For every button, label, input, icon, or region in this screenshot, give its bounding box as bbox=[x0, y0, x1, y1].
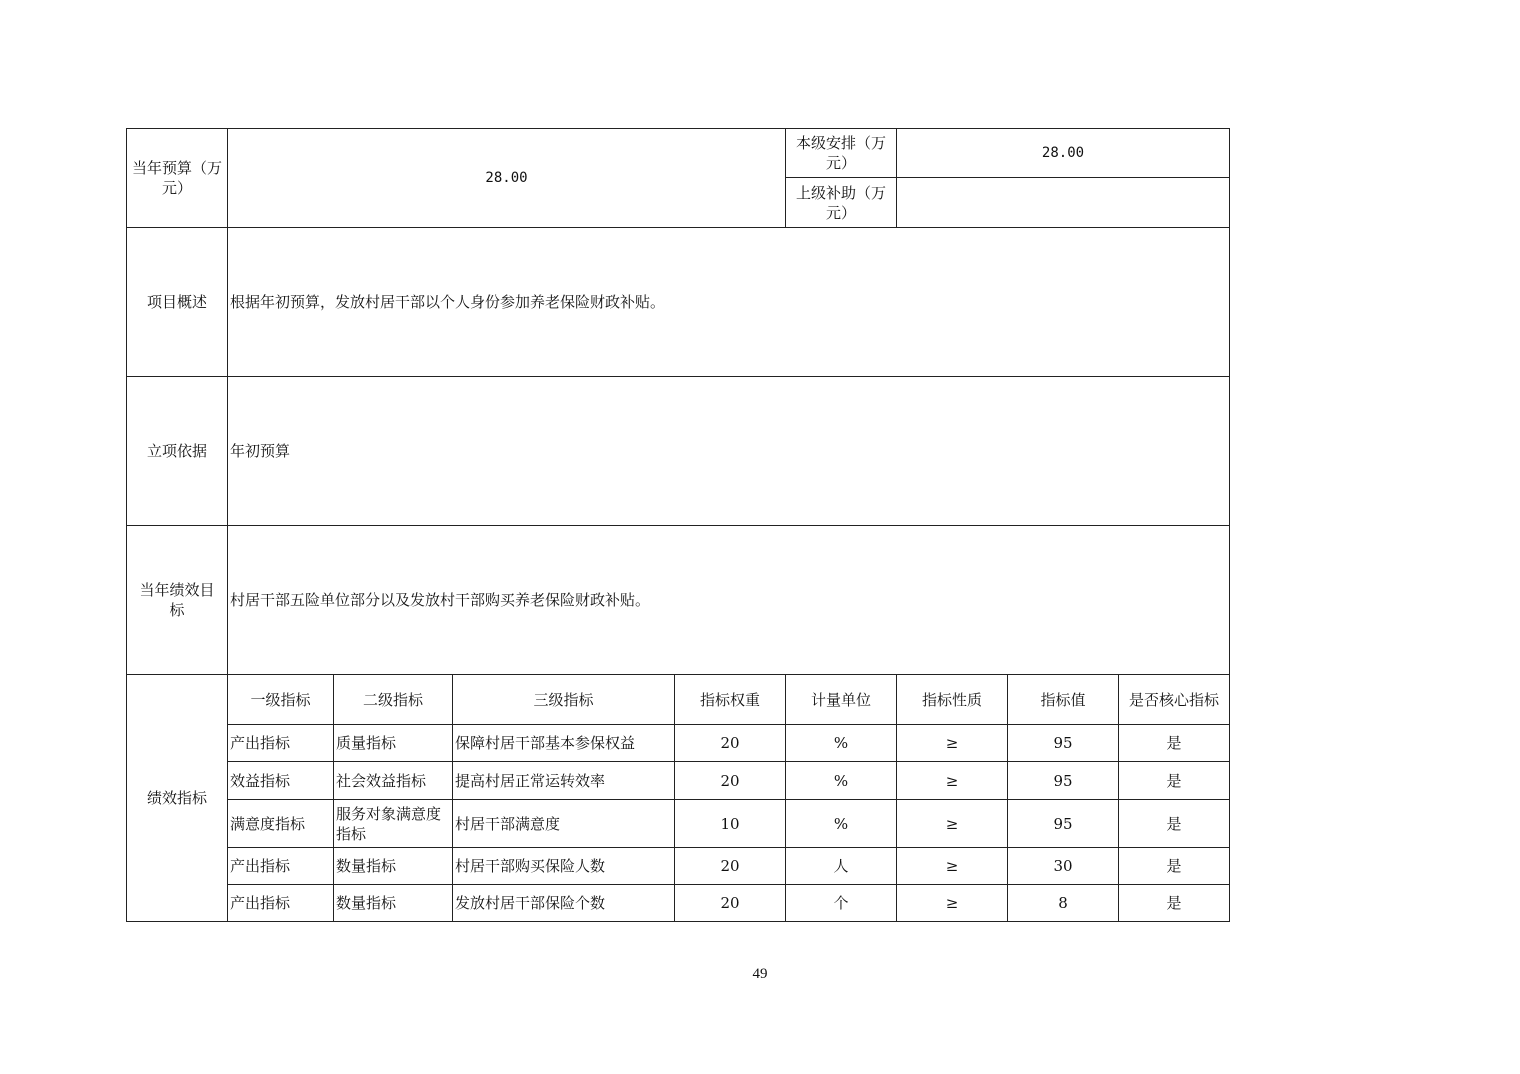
row1-level1: 产出指标 bbox=[228, 725, 334, 762]
header-core: 是否核心指标 bbox=[1119, 675, 1230, 725]
header-weight: 指标权重 bbox=[675, 675, 786, 725]
row1-level2: 质量指标 bbox=[334, 725, 453, 762]
row5-level2: 数量指标 bbox=[334, 885, 453, 922]
row1-unit: % bbox=[786, 725, 897, 762]
row3-level3: 村居干部满意度 bbox=[453, 800, 675, 848]
row2-level3: 提高村居正常运转效率 bbox=[453, 762, 675, 800]
row1-core: 是 bbox=[1119, 725, 1230, 762]
row3-core: 是 bbox=[1119, 800, 1230, 848]
budget-label: 当年预算（万元） bbox=[127, 129, 228, 228]
row4-core: 是 bbox=[1119, 848, 1230, 885]
page-number: 49 bbox=[752, 966, 768, 982]
row1-level3: 保障村居干部基本参保权益 bbox=[453, 725, 675, 762]
row5-level1: 产出指标 bbox=[228, 885, 334, 922]
header-value: 指标值 bbox=[1008, 675, 1119, 725]
row4-level3: 村居干部购买保险人数 bbox=[453, 848, 675, 885]
row2-level1: 效益指标 bbox=[228, 762, 334, 800]
row5-weight: 20 bbox=[675, 885, 786, 922]
row2-value: 95 bbox=[1008, 762, 1119, 800]
indicators-label: 绩效指标 bbox=[127, 675, 228, 922]
row1-value: 95 bbox=[1008, 725, 1119, 762]
local-arrangement-value: 28.00 bbox=[897, 129, 1230, 178]
row2-nature: ≥ bbox=[897, 762, 1008, 800]
upper-subsidy-label: 上级补助（万元） bbox=[786, 178, 897, 228]
row4-unit: 人 bbox=[786, 848, 897, 885]
row2-unit: % bbox=[786, 762, 897, 800]
basis-text: 年初预算 bbox=[228, 377, 1230, 526]
row1-weight: 20 bbox=[675, 725, 786, 762]
goal-label: 当年绩效目标 bbox=[127, 526, 228, 675]
row4-weight: 20 bbox=[675, 848, 786, 885]
row3-value: 95 bbox=[1008, 800, 1119, 848]
row2-weight: 20 bbox=[675, 762, 786, 800]
row2-core: 是 bbox=[1119, 762, 1230, 800]
row5-core: 是 bbox=[1119, 885, 1230, 922]
row3-unit: % bbox=[786, 800, 897, 848]
local-arrangement-label: 本级安排（万元） bbox=[786, 129, 897, 178]
row4-level2: 数量指标 bbox=[334, 848, 453, 885]
row4-level1: 产出指标 bbox=[228, 848, 334, 885]
header-level3: 三级指标 bbox=[453, 675, 675, 725]
table-row bbox=[127, 800, 1230, 848]
row2-level2: 社会效益指标 bbox=[334, 762, 453, 800]
table-row bbox=[127, 885, 1230, 922]
row3-level1: 满意度指标 bbox=[228, 800, 334, 848]
budget-value: 28.00 bbox=[228, 129, 786, 228]
budget-performance-table bbox=[126, 128, 1230, 922]
row5-nature: ≥ bbox=[897, 885, 1008, 922]
basis-label: 立项依据 bbox=[127, 377, 228, 526]
row3-level2: 服务对象满意度指标 bbox=[334, 800, 453, 848]
row5-value: 8 bbox=[1008, 885, 1119, 922]
row4-value: 30 bbox=[1008, 848, 1119, 885]
table-row bbox=[127, 762, 1230, 800]
row4-nature: ≥ bbox=[897, 848, 1008, 885]
row3-weight: 10 bbox=[675, 800, 786, 848]
row5-level3: 发放村居干部保险个数 bbox=[453, 885, 675, 922]
overview-label: 项目概述 bbox=[127, 228, 228, 377]
header-nature: 指标性质 bbox=[897, 675, 1008, 725]
upper-subsidy-value bbox=[897, 178, 1230, 228]
row3-nature: ≥ bbox=[897, 800, 1008, 848]
table-row bbox=[127, 848, 1230, 885]
table-row bbox=[127, 725, 1230, 762]
header-unit: 计量单位 bbox=[786, 675, 897, 725]
overview-text: 根据年初预算，发放村居干部以个人身份参加养老保险财政补贴。 bbox=[228, 228, 1230, 377]
header-level1: 一级指标 bbox=[228, 675, 334, 725]
goal-text: 村居干部五险单位部分以及发放村干部购买养老保险财政补贴。 bbox=[228, 526, 1230, 675]
row1-nature: ≥ bbox=[897, 725, 1008, 762]
header-level2: 二级指标 bbox=[334, 675, 453, 725]
row5-unit: 个 bbox=[786, 885, 897, 922]
